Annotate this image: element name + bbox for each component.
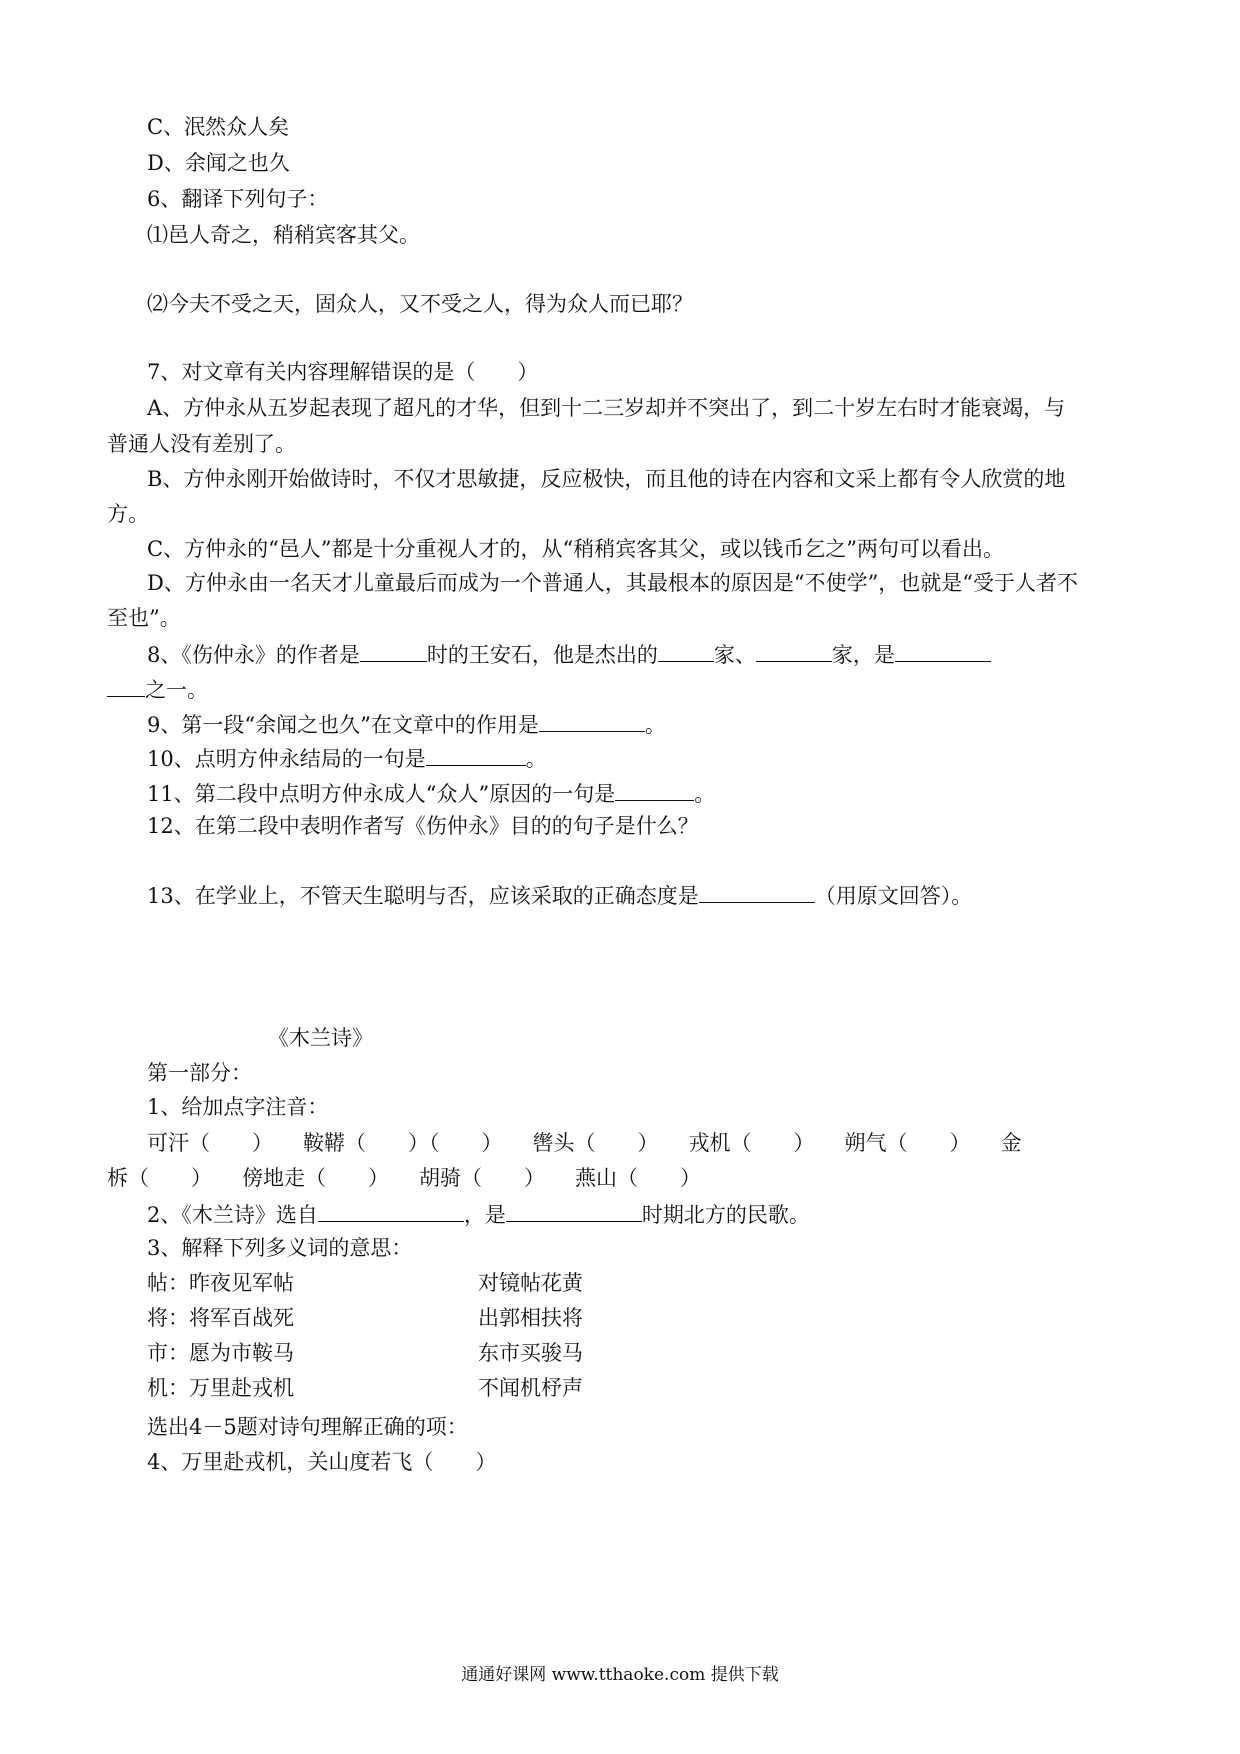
paren-6[interactable]: （ ） [128, 1166, 212, 1190]
question-11 [147, 778, 715, 808]
word-kehan: 可汗 [147, 1131, 189, 1155]
select-instruction: 选出4－5题对诗句理解正确的项： [147, 1415, 468, 1439]
polysemy-row-1-right: 对镜帖花黄 [478, 1271, 583, 1295]
question-7-c: C、方仲永的“邑人”都是十分重视人才的，从“稍稍宾客其父，或以钱币乞之”两句可以看出。 [147, 537, 1005, 561]
question-11-text: 11、第二段中点明方仲永成人“众人”原因的一句是 [147, 782, 616, 806]
word-pantou: 辔头 [532, 1131, 575, 1155]
question-10-end: 。 [525, 747, 547, 771]
polysemy-row-4-right: 不闻机杼声 [478, 1376, 583, 1400]
question-7-d-line1: D、方仲永由一名天才儿童最后而成为一个普通人，其最根本的原因是“不使学”，也就是“受于人者不 [147, 571, 1079, 595]
question-9-end: 。 [644, 713, 666, 737]
word-jin: 金 [1000, 1131, 1022, 1155]
mulan-question-2 [147, 1199, 810, 1229]
blank-8-5[interactable] [107, 674, 145, 697]
question-13 [147, 880, 972, 910]
part-1-heading: 第一部分： [147, 1061, 252, 1085]
option-c: C、泯然众人矣 [147, 115, 290, 139]
paren-4[interactable]: （ ） [730, 1131, 815, 1155]
question-6-sentence-1: ⑴邑人奇之，稍稍宾客其父。 [147, 223, 420, 247]
question-8 [147, 639, 991, 669]
question-8-text-2: 时的王安石，他是杰出的 [426, 643, 658, 667]
question-9-text: 9、第一段“余闻之也久”在文章中的作用是 [147, 713, 539, 737]
blank-8-4[interactable] [895, 639, 991, 662]
polysemy-row-3-left: 市：愿为市鞍马 [147, 1341, 294, 1365]
mulan-question-4: 4、万里赴戎机，关山度若飞（ ） [147, 1450, 497, 1474]
question-13-end: （用原文回答）。 [814, 884, 973, 908]
word-rongji: 戎机 [688, 1131, 731, 1155]
word-tuo: 柝 [107, 1166, 128, 1190]
paren-5[interactable]: （ ） [886, 1131, 971, 1155]
mulan-question-1: 1、给加点字注音： [147, 1095, 329, 1119]
paren-1[interactable]: （ ） [189, 1131, 273, 1155]
word-anjian: 鞍鞯 [303, 1131, 345, 1155]
word-huqi: 胡骑 [419, 1166, 461, 1190]
question-7-a-line2: 普通人没有差别了。 [107, 432, 296, 456]
mulan-question-2-text-1: 2、《木兰诗》选自 [147, 1203, 318, 1227]
polysemy-row-1-left: 帖：昨夜见军帖 [147, 1271, 294, 1295]
question-9 [147, 709, 666, 739]
question-10 [147, 743, 547, 773]
question-8-text-3: 家、 [713, 643, 756, 667]
blank-8-3[interactable] [756, 639, 832, 662]
question-7-d-line2: 至也”。 [107, 606, 181, 630]
question-8-text-4: 家，是 [831, 643, 895, 667]
pinyin-row-1 [147, 1129, 1022, 1157]
word-yanshan: 燕山 [575, 1166, 617, 1190]
question-8-cont [107, 674, 208, 704]
polysemy-row-4-left: 机：万里赴戎机 [147, 1376, 294, 1400]
question-7: 7、对文章有关内容理解错误的是（ ） [147, 360, 539, 384]
paren-8[interactable]: （ ） [461, 1166, 545, 1190]
mulan-question-2-text-3: 时期北方的民歌。 [641, 1203, 810, 1227]
mulan-title: 《木兰诗》 [268, 1026, 373, 1050]
question-7-b-line2: 方。 [107, 502, 149, 526]
blank-9[interactable] [539, 709, 645, 732]
question-11-end: 。 [694, 782, 716, 806]
polysemy-row-2-right: 出郭相扶将 [478, 1306, 583, 1330]
question-6: 6、翻译下列句子： [147, 187, 329, 211]
page-footer: 通通好课网 www.tthaoke.com 提供下载 [461, 1665, 779, 1685]
blank-8-1[interactable] [360, 639, 427, 662]
question-8-text-1: 8、《伤仲永》的作者是 [147, 643, 360, 667]
question-7-a-line1: A、方仲永从五岁起表现了超凡的才华，但到十二三岁却并不突出了，到二十岁左右时才能衰竭，与 [147, 396, 1066, 420]
paren-3[interactable]: （ ） [574, 1131, 659, 1155]
mulan-question-2-text-2: ，是 [463, 1203, 506, 1227]
polysemy-row-3-right: 东市买骏马 [478, 1341, 583, 1365]
word-bangdizou: 傍地走 [242, 1166, 305, 1190]
question-7-b-line1: B、方仲永刚开始做诗时，不仅才思敏捷，反应极快，而且他的诗在内容和文采上都有令人欣赏的地 [147, 467, 1066, 491]
word-shuoqi: 朔气 [844, 1131, 887, 1155]
question-13-text: 13、在学业上，不管天生聪明与否，应该采取的正确态度是 [147, 884, 699, 908]
paren-9[interactable]: （ ） [617, 1166, 701, 1190]
blank-m2-1[interactable] [318, 1199, 464, 1222]
question-8-text-5: 之一。 [145, 678, 208, 702]
question-12: 12、在第二段中表明作者写《伤仲永》目的的句子是什么？ [147, 814, 699, 838]
option-d: D、余闻之也久 [147, 151, 290, 175]
polysemy-row-2-left: 将：将军百战死 [147, 1306, 294, 1330]
mulan-question-3: 3、解释下列多义词的意思： [147, 1236, 413, 1260]
blank-13[interactable] [699, 880, 815, 903]
question-6-sentence-2: ⑵今夫不受之天，固众人，又不受之人，得为众人而已耶？ [147, 292, 693, 316]
blank-10[interactable] [426, 743, 526, 766]
blank-11[interactable] [615, 778, 694, 801]
paren-7[interactable]: （ ） [305, 1166, 389, 1190]
blank-8-2[interactable] [658, 639, 714, 662]
blank-m2-2[interactable] [506, 1199, 642, 1222]
question-10-text: 10、点明方仲永结局的一句是 [147, 747, 426, 771]
paren-2[interactable]: （ ）（ ） [345, 1131, 503, 1155]
pinyin-row-2 [107, 1164, 701, 1192]
